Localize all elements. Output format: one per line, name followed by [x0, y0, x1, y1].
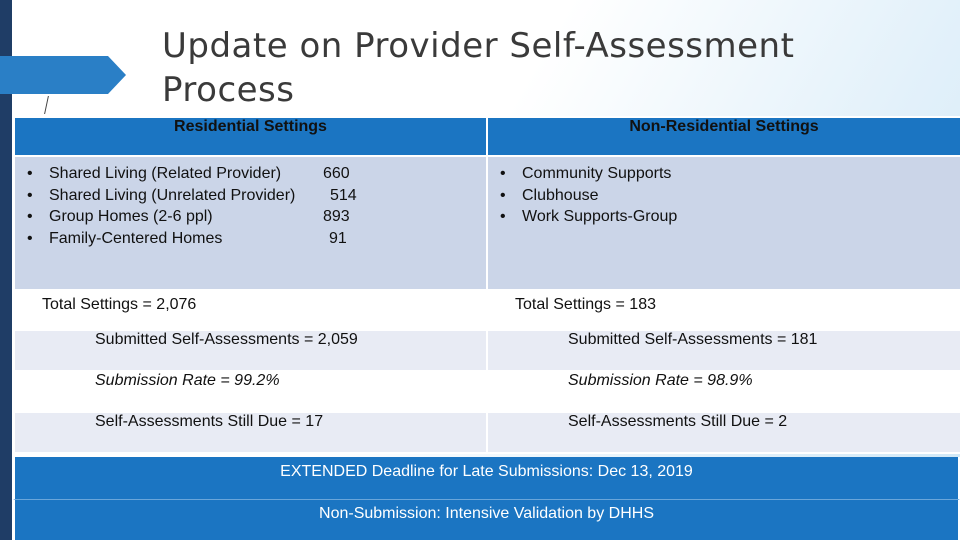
non-residential-total: Total Settings = 183 [487, 290, 960, 330]
residential-rate: Submission Rate = 99.2% [14, 371, 487, 412]
bullet: • [500, 208, 506, 225]
settings-list-row [14, 156, 960, 290]
non-residential-submitted: Submitted Self-Assessments = 181 [487, 330, 960, 371]
setting-name: Shared Living (Unrelated Provider) [49, 186, 296, 204]
list-item [27, 163, 474, 185]
list-item [500, 206, 948, 228]
setting-name: Group Homes (2-6 ppl) [49, 208, 213, 225]
setting-name: Clubhouse [522, 186, 599, 204]
non-residential-list [500, 163, 948, 228]
header-row [14, 117, 960, 156]
setting-count: 660 [323, 165, 350, 182]
bullet: • [500, 186, 506, 204]
accent-line [44, 96, 49, 114]
residential-submitted: Submitted Self-Assessments = 2,059 [14, 330, 487, 371]
setting-count: 514 [330, 186, 357, 204]
still-due-row [14, 412, 960, 453]
list-item [27, 206, 474, 228]
residential-header: Residential Settings [14, 117, 487, 156]
residential-list [27, 163, 474, 249]
non-residential-list-cell [487, 156, 960, 290]
residential-total: Total Settings = 2,076 [14, 290, 487, 330]
rate-row [14, 371, 960, 412]
submitted-row [14, 330, 960, 371]
deadline-banner: EXTENDED Deadline for Late Submissions: Dec 13, 2019 [13, 457, 960, 499]
non-residential-rate: Submission Rate = 98.9% [487, 371, 960, 412]
list-item [500, 185, 948, 207]
non-residential-still-due: Self-Assessments Still Due = 2 [487, 412, 960, 453]
non-residential-header: Non-Residential Settings [487, 117, 960, 156]
slide-title: Update on Provider Self-Assessment Process [162, 26, 795, 110]
accent-chevron [0, 56, 126, 94]
bullet: • [27, 229, 33, 247]
residential-list-cell [14, 156, 487, 290]
setting-name: Community Supports [522, 165, 672, 182]
residential-still-due: Self-Assessments Still Due = 17 [14, 412, 487, 453]
setting-count: 893 [323, 208, 350, 225]
list-item [27, 185, 474, 207]
setting-name: Family-Centered Homes [49, 229, 223, 247]
assessment-table [13, 116, 960, 454]
non-submission-banner: Non-Submission: Intensive Validation by DHHS [13, 499, 960, 540]
bullet: • [27, 165, 33, 182]
bullet: • [27, 208, 33, 225]
setting-count: 91 [329, 229, 347, 247]
total-row [14, 290, 960, 330]
bullet: • [500, 165, 506, 182]
list-item [27, 228, 474, 250]
bullet: • [27, 186, 33, 204]
setting-name: Work Supports-Group [522, 208, 678, 225]
setting-name: Shared Living (Related Provider) [49, 165, 282, 182]
list-item [500, 163, 948, 185]
